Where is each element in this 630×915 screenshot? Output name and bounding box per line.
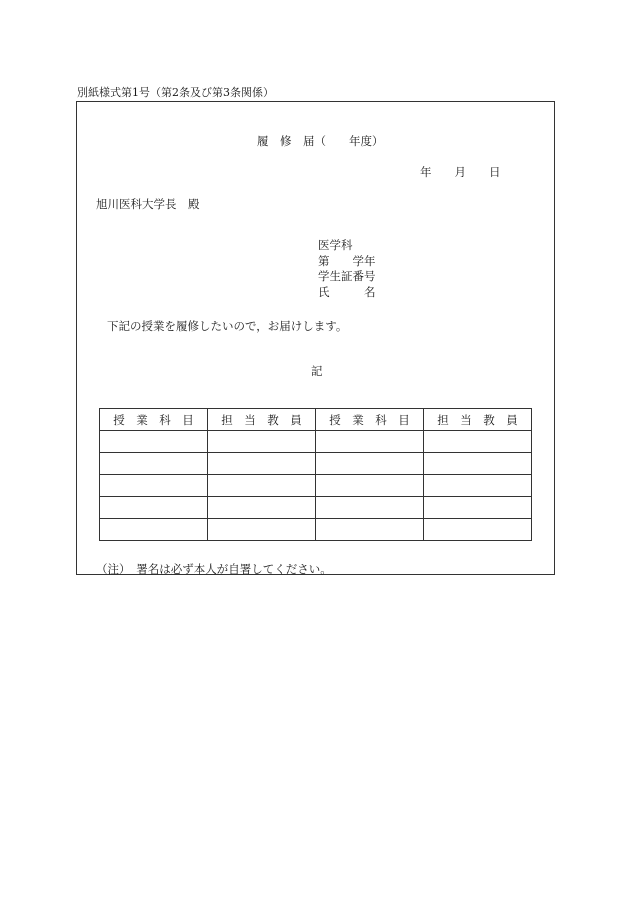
column-header-course: 授 業 科 目	[316, 409, 424, 431]
department-label: 医学科	[318, 238, 353, 252]
table-cell	[316, 497, 424, 519]
table-cell	[100, 497, 208, 519]
column-header-instructor: 担 当 教 員	[208, 409, 316, 431]
form-title: 履 修 届（ 年度）	[257, 134, 384, 148]
applicant-block	[318, 238, 376, 300]
table-cell	[424, 497, 532, 519]
table-cell	[316, 475, 424, 497]
table-cell	[316, 453, 424, 475]
table-cell	[208, 453, 316, 475]
grade-label: 第 学年	[318, 253, 376, 268]
form-number-label: 別紙様式第1号（第2条及び第3条関係）	[77, 86, 274, 99]
statement-text: 下記の授業を履修したいので，お届けします。	[107, 319, 348, 333]
table-cell	[424, 475, 532, 497]
table-row	[100, 475, 532, 497]
table-cell	[208, 497, 316, 519]
table-cell	[424, 431, 532, 453]
table-cell	[316, 431, 424, 453]
column-header-instructor: 担 当 教 員	[424, 409, 532, 431]
addressee: 旭川医科大学長 殿	[96, 197, 200, 211]
table-cell	[100, 475, 208, 497]
table-row	[100, 453, 532, 475]
table-cell	[424, 519, 532, 541]
student-id-label: 学生証番号	[318, 269, 376, 283]
table-cell	[100, 519, 208, 541]
table-cell	[208, 431, 316, 453]
table-cell	[100, 431, 208, 453]
table-cell	[316, 519, 424, 541]
table-cell	[208, 475, 316, 497]
date-line: 年 月 日	[420, 165, 501, 179]
table-cell	[424, 453, 532, 475]
table-cell	[100, 453, 208, 475]
table-row	[100, 519, 532, 541]
footnote: （注） 署名は必ず本人が自署してください。	[96, 562, 332, 576]
name-label: 氏 名	[318, 284, 376, 299]
course-table	[99, 408, 532, 541]
table-header-row	[100, 409, 532, 431]
table-row	[100, 497, 532, 519]
ki-label: 記	[311, 364, 323, 378]
table-cell	[208, 519, 316, 541]
table-row	[100, 431, 532, 453]
column-header-course: 授 業 科 目	[100, 409, 208, 431]
